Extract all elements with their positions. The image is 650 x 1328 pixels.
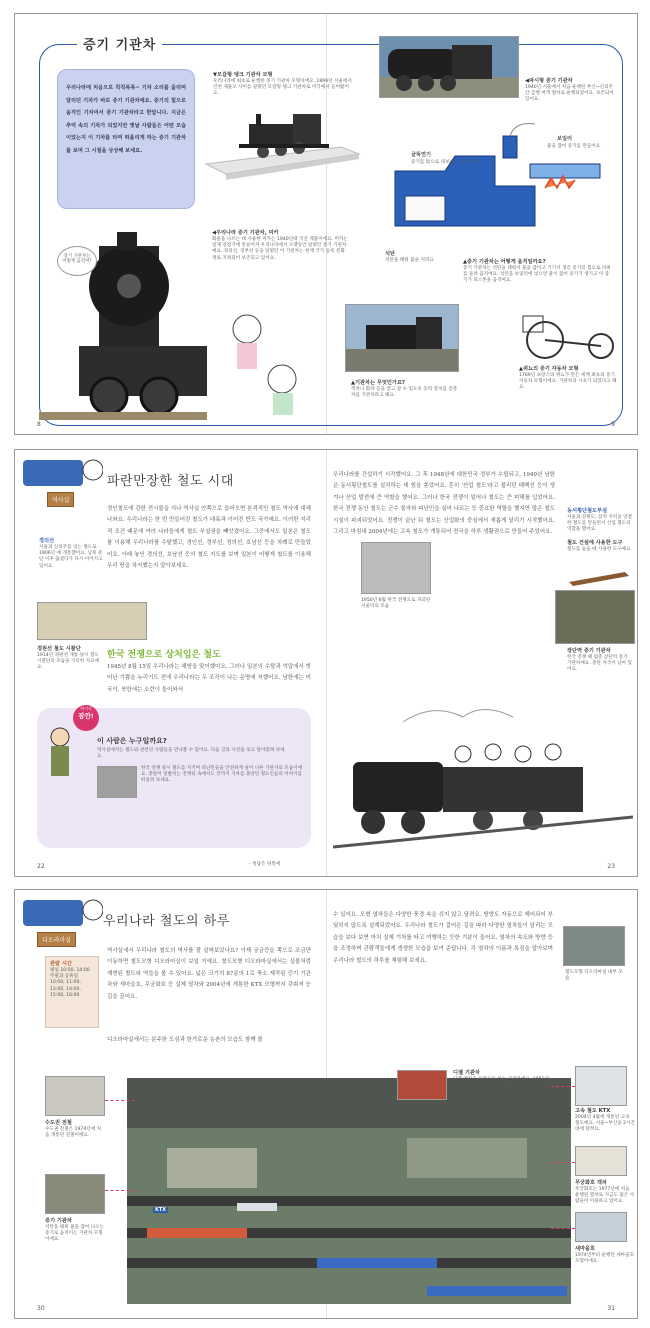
replica-caption-title: ▲퀴뇨의 증기 자동차 모형 [519, 366, 579, 372]
hours-box [45, 956, 99, 1028]
train-header-icon [23, 892, 103, 932]
section-sign: 디오라마실 [37, 932, 76, 947]
what-caption-title: ▲기관차는 무엇인가요? [351, 380, 405, 386]
chimney-text: 증기를 밖으로 내보내는 곳이에요 [411, 160, 478, 165]
diesel-photo [397, 1070, 447, 1100]
body-text-1: 경인철도에 관한 전시물을 지나 역사실 안쪽으로 들어오면 본격적인 철도 역사에 대해 나와요. 우리나라는 한 번 만들어진 철도가 대륙과 이어진 반도 국가예요. 이러한 지리적 조건 때문에 여러 나라들에게 철도 부설권을 빼앗겼어요. 그중에서도 일본은 철도를 이용해 우리나라를 수탈했고, 경인선, 경부선, 경의선, 호남선 등을 차례로 만들었어요. 아래 놓인 경의선, 호남선 등의 철도 지도를 보며 일본이 어떻게 철도를 이용해 우리 땅을 차지했는지 알아보세요. [107, 506, 311, 570]
page-number-left: 8 [37, 421, 41, 428]
right-caption-1-title: 동서횡단철도부설 [567, 508, 608, 514]
speech-bubble [57, 246, 97, 276]
book-photo [37, 602, 147, 640]
quiz-text: 한국 전쟁 당시 철도를 지키며 피난민들을 안전하게 실어 나른 기관사의 모습이에요. 총알이 빗발치는 전쟁터 속에서도 끝까지 기차를 몰았던 철도인들의 이야기를 떠올려 보세요. [141, 766, 303, 784]
page-number-right: 31 [607, 1305, 615, 1312]
model-caption [213, 72, 353, 98]
freight-locomotive-photo [345, 304, 459, 372]
war-photo [361, 542, 431, 594]
page-number-left: 30 [37, 1305, 45, 1312]
callout-line [551, 1162, 575, 1163]
hours-text: 평일 10:00, 14:00 주말과 공휴일 10:00, 11:00, 13:00, 14:00, 15:00, 16:00 [50, 968, 90, 998]
boiler-text: 물을 끓여 증기를 만들어요 [547, 144, 601, 149]
sub-heading: 한국 전쟁으로 상처입은 철도 [107, 650, 221, 660]
hours-title: 관람 시간 [50, 961, 72, 967]
map-caption-title: 경의선 [39, 538, 55, 544]
jangdan-locomotive-photo [555, 590, 635, 644]
freight-locomotive-image [346, 305, 459, 372]
callout-line [105, 1190, 135, 1191]
book-caption [37, 646, 103, 672]
pashi-caption [525, 78, 617, 104]
quiz-subtext: 역사실에서는 철도와 관련된 사람들을 만나볼 수 있어요. 다음 글과 사진을 보고 알아맞혀 보세요. [97, 748, 285, 760]
body-text-2: 수 있어요. 모형 열차들은 다양한 풍경 속을 쉬지 않고 달려요. 방향도 자동으로 제어되어 부딪히지 않도록 설계되었어요. 우리나라 철도가 걸어온 길을 따라 다양한 열차들이 달리는 모습을 보다 보면 마치 실제 기차를 타고 여행하는 듯한 기분이 들어요. 열차의 속도와 방향 등을 조정하며 관람객들에게 생생한 모습을 보여 준답니다. 각 열차의 이름과 특징을 알아보며 우리나라 철도의 하루를 체험해 보세요. [333, 912, 553, 964]
quiz-badge-text: 잠깐! [78, 712, 94, 720]
body-text-1: 역사실에서 우리나라 철도의 역사를 잘 살펴보았나요? 이제 궁금증을 쪽으로 조금만 이동하면 철도모형 디오라마실이 보일 거예요. 철도모형 디오라마실에서는 실물처럼 재현된 철도와 역들을 볼 수 있어요. 넓은 크기의 87분의 1로 축소 제작된 증기 기관차와 새마을호, 무궁화호 등 실제 열차와 2004년에 개통한 KTX 모형까지 갖춰져 눈길을 끌어요. [107, 948, 311, 1000]
what-caption [351, 380, 459, 399]
page-number-left: 22 [37, 863, 45, 870]
how-caption-text: 증기 기관차는 석탄을 태워서 물을 끓이고 거기서 생긴 증기의 힘으로 바퀴를 돌려 움직여요. 석탄을 보일러에 넣으면 물이 끓어 증기가 생기고 이 증기가 피스톤을 움직여요. [463, 266, 611, 284]
page-number-right: 23 [607, 863, 615, 870]
mika-caption [212, 230, 348, 262]
model-caption-text: 우리나라에 최초로 운행한 증기 기관차 모형이에요. 1899년 서울에서 인천 제물포 사이를 달렸던 모갈형 탱크 기관차로 미국에서 들여왔어요. [213, 79, 352, 97]
page-gutter [326, 450, 327, 876]
boiler-label: 보일러 [557, 136, 573, 142]
freight-caption [45, 1218, 105, 1244]
saemaul-photo [575, 1212, 627, 1242]
freight-caption-text: 석탄을 태워 물을 끓여 나오는 증기로 움직이는 기관차 모형이에요. [45, 1225, 105, 1243]
pashi-caption-title: ◀파시형 증기 기관차 [525, 78, 573, 84]
quiz-answer: - 정답은 뒤쪽에 [249, 862, 281, 867]
right-caption-3-text: 한국 전쟁 때 멈춘 장단역 증기 기관차예요. 총탄 자국이 남아 있어요. [567, 655, 632, 673]
quiz-title: 이 사람은 누구일까요? [97, 737, 167, 745]
right-caption-1 [567, 508, 633, 534]
page-title: 파란만장한 철도 시대 [107, 474, 234, 489]
diesel-caption [453, 1070, 551, 1089]
right-caption-3 [567, 648, 633, 674]
freight-photo [45, 1174, 105, 1214]
book-caption-title: 경원선 철도 시찰단 [37, 646, 81, 652]
diorama-room-caption: 철도모형 디오라마실 내부 모습 [565, 970, 623, 982]
subway-caption-text: 수도권 전철은 1974년에 처음 개통된 전철이에요. [45, 1127, 102, 1139]
page-title: 증기 기관차 [77, 34, 162, 53]
body-text-3: 우리나라를 간섭하기 시작했어요. 그 후 1948년에 대한민국 정부가 수립되고, 1949년 남한은 동서횡단철도를 설치하는 데 힘을 쏟았어요. 흔히 '산업 철도'라고 불리던 태백선 등이 생겨나 산업 발전에 큰 역할을 했어요. 그러나 한국 전쟁이 일어나 철도는 큰 피해를 입었어요. 한국 전쟁 동안 철도는 군수 물자와 피난민을 실어 나르는 등 중요한 역할을 했지만 많은 철도 시설이 파괴되었어요. 전쟁이 끝난 뒤 철도는 산업화의 중심에서 새롭게 달리기 시작했어요. 그리고 마침내 2004년에는 고속 철도가 개통되어 전국을 하루 생활권으로 만들어 주었어요. [333, 472, 555, 536]
subway-caption [45, 1120, 105, 1139]
freight-caption-title: 증기 기관차 [45, 1218, 72, 1224]
replica-caption-text: 1769년 프랑스의 퀴뇨가 만든 세계 최초의 증기 자동차 모형이에요. 기관차의 시초가 되었다고 해요. [519, 373, 617, 391]
right-caption-2 [567, 540, 633, 553]
diesel-caption-text: 디젤 엔진을 동력으로 하는 기관차예요. 1951년 한국 전쟁 때 처음 들어왔어요. [453, 1077, 549, 1089]
body-text-1b: 디오라마실에서는 분주한 도심과 한가로운 농촌의 모습도 함께 볼 [107, 1037, 263, 1043]
saemaul-caption-text: 1974년부터 운행된 새마을호 모형이에요. [575, 1253, 634, 1265]
callout-line [551, 1086, 575, 1087]
kids-illustration [227, 309, 307, 419]
right-caption-3-title: 장단역 증기 기관차 [567, 648, 611, 654]
ktx-caption [575, 1108, 635, 1134]
ktx-photo [575, 1066, 627, 1106]
spread-diorama [14, 889, 638, 1319]
page-number-right: 9 [611, 421, 615, 428]
quiz-badge-top: 여기서 [80, 706, 92, 711]
intro-box [57, 69, 195, 209]
replica-drawing [515, 300, 619, 362]
chimney-label: 굴뚝연기 [411, 152, 432, 158]
page-title: 우리나라 철도의 하루 [103, 914, 230, 929]
soldier-illustration [43, 725, 77, 781]
coal-label: 석탄 [385, 251, 396, 257]
diesel-caption-title: 디젤 기관차 [453, 1070, 480, 1076]
mugunghwa-caption-title: 무궁화호 객차 [575, 1180, 607, 1186]
diorama-room-photo [563, 926, 625, 966]
body-text-2: 1945년 8월 15일 우리나라는 해방을 맞이했어요. 그러나 일본의 수탈과 억압에서 벗어난 기쁨을 누리기도 전에 우리나라는 두 조각이 나는 운명에 처했어요. 남한에는 미국이, 북한에는 소련이 들어와서 [107, 664, 311, 693]
diorama-image [127, 1078, 571, 1304]
ktx-caption-title: 고속 철도 KTX [575, 1108, 611, 1114]
pashi-locomotive-image [380, 37, 519, 98]
subway-photo [45, 1076, 105, 1116]
pashi-caption-text: 1940년 서울에서 처음 운행된 부산~신의주 간 급행 여객 열차로 운행되었어요. 보존되어 있어요. [525, 85, 614, 103]
locomotive-diagram [385, 116, 615, 266]
mika-caption-text: 화물을 나르는 데 사용한 미카는 1940년대 국산 제품이에요. 미카는 일제 강점기에 만들어져 우리나라에서 오랫동안 달렸던 증기 기관차예요. 경의선, 경부선 등을 달렸던 이 기관차는 현재 국가 등록 문화재로 지정되어 보존되고 있어요. [212, 237, 348, 261]
model-caption-title: ▼모갈형 탱크 기관차 모형 [213, 72, 273, 78]
quiz-photo [97, 766, 137, 798]
mugunghwa-caption [575, 1180, 635, 1206]
model-locomotive-image [201, 102, 361, 184]
spread-steam-locomotive [14, 13, 638, 435]
pashi-photo [379, 36, 519, 98]
war-photo-caption: 1950년 6월 한국 전쟁으로 파괴된 서울역의 모습 [361, 598, 431, 610]
coal-text: 석탄을 태워 불을 지펴요 [385, 258, 434, 263]
map-caption [39, 538, 105, 570]
map-caption-text: 서울과 신의주를 잇는 철도로 1906년 에 개통했어요. 남북 분단 이후 끊겼다가 다시 이어지고 있어요. [39, 545, 103, 569]
spread-railway-history [14, 449, 638, 877]
callout-line [551, 1228, 575, 1229]
what-caption-text: 객차나 화차 등을 끌고 갈 수 있도록 동력 장치를 갖춘 차를 기관차라고 해요. [351, 387, 458, 399]
how-caption [463, 259, 613, 285]
saemaul-caption [575, 1246, 635, 1265]
diagram-drawing [385, 116, 615, 266]
subway-caption-title: 수도권 전철 [45, 1120, 72, 1126]
train-header-icon [23, 452, 103, 492]
saemaul-caption-title: 새마을호 [575, 1246, 596, 1252]
train-crowd-illustration [333, 692, 633, 862]
callout-line [105, 1100, 135, 1101]
ktx-caption-text: 2004년 4월에 개통된 고속 철도예요. 서울~부산을 2시간대에 달려요. [575, 1115, 635, 1133]
mugunghwa-photo [575, 1146, 627, 1176]
book-caption-text: 1914년 경원선 개통 당시 철도 시찰단의 모습을 기록한 자료예요. [37, 653, 100, 671]
right-caption-2-text: 철도를 놓을 때 사용한 도구예요. [567, 547, 632, 552]
right-caption-2-title: 철도 건설에 사용한 도구 [567, 540, 623, 546]
ktx-label: KTX [155, 1207, 167, 1213]
how-caption-title: ▲증기 기관차는 어떻게 움직일까요? [463, 259, 546, 265]
intro-text: 우리나라에 처음으로 칙칙폭폭~ 기차 소리를 울리며 달리던 기차가 바로 증기 기관차예요. 증기의 힘으로 움직인 기차여서 증기 기관차라고 한답니다. 지금은 추억 속의 기차가 되었지만 옛날 사람들은 어떤 모습이었는지 이 기차를 타며 떠올리게 하는 증기 기관차를 보며 그 시절을 상상해 보세요. [66, 85, 186, 154]
mika-caption-title: ◀우리나라 증기 기관차, 미카 [212, 230, 279, 236]
tool-image [567, 568, 631, 588]
right-caption-1-text: 서울과 강원도, 삼척 지역을 연결한 철도를 만들면서 산업 철도의 역할을 했어요. [567, 515, 632, 533]
replica-caption [519, 366, 617, 392]
mugunghwa-caption-text: 무궁화호는 1977년에 처음 운행된 열차로 지금도 많은 사람들이 이용하고 있어요. [575, 1187, 635, 1205]
speech-text: 증기 기관차는 어떻게 움직여? [62, 254, 92, 265]
section-sign: 역사실 [47, 492, 74, 507]
